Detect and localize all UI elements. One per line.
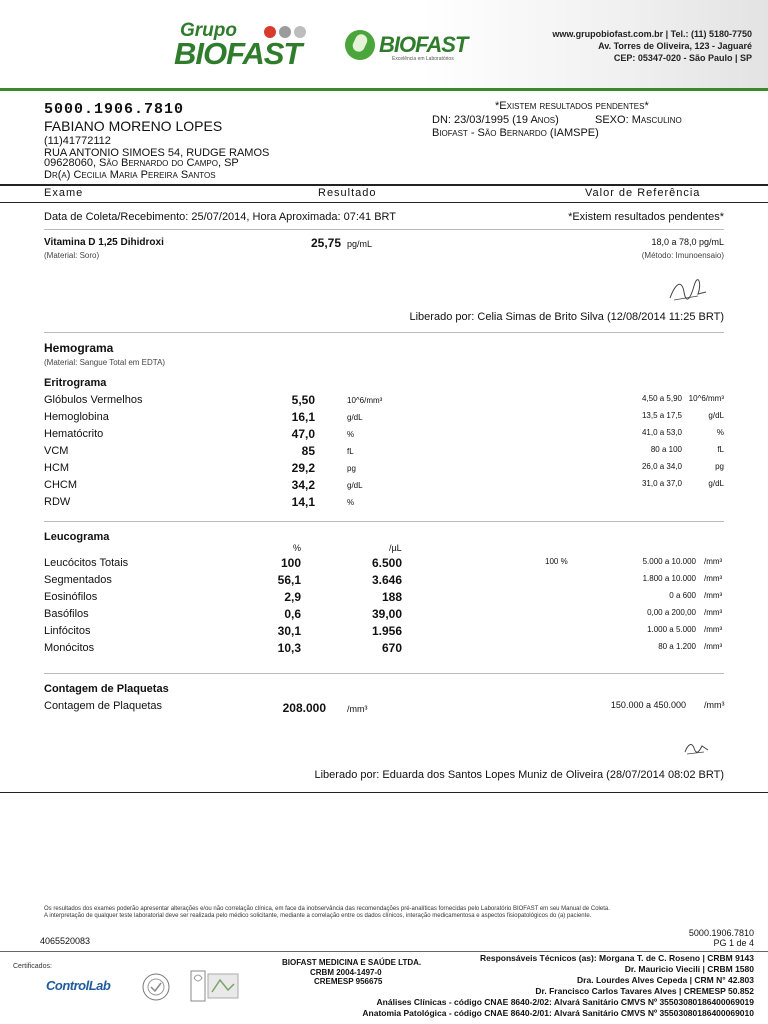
eritro-row-value: 85	[301, 444, 315, 458]
eritro-row-reference: 41,0 a 53,0	[641, 428, 682, 437]
leuco-row-name: Segmentados	[44, 574, 112, 586]
leuco-row-absolute: 3.646	[371, 573, 402, 587]
responsible-line-4: Dr. Francisco Carlos Tavares Alves | CREMESP 50.852	[535, 986, 754, 996]
eritro-row-reference-unit: fL	[717, 445, 724, 454]
responsible-line-1: Responsáveis Técnicos (as): Morgana T. de C. Roseno | CRBM 9143	[480, 953, 754, 963]
leuco-row-name: Monócitos	[44, 642, 95, 654]
responsible-line-3: Dra. Lourdes Alves Cepeda | CRM N° 42.803	[577, 975, 754, 985]
eritro-row-unit: fL	[347, 447, 354, 456]
eritro-row-name: HCM	[44, 462, 70, 474]
leuco-row-percent: 56,1	[277, 573, 301, 587]
patient-name: FABIANO MORENO LOPES	[44, 118, 223, 134]
responsible-line-2: Dr. Mauricio Viecili | CRBM 1580	[624, 964, 754, 974]
eritro-row-unit: %	[347, 430, 355, 439]
leuco-row-reference: 5.000 a 10.000	[642, 557, 696, 566]
leuco-row-reference-unit: /mm³	[704, 591, 723, 600]
eritro-row-unit: g/dL	[347, 481, 363, 490]
eritro-row-value: 47,0	[291, 427, 315, 441]
eritro-row-unit: %	[347, 498, 355, 507]
eritro-row-reference: 4,50 a 5,90	[641, 394, 682, 403]
eritro-row-name: RDW	[44, 496, 71, 508]
collection-date: Data de Coleta/Recebimento: 25/07/2014, Hora Aproximada: 07:41 BRT	[44, 211, 397, 223]
eritro-row-name: Hemoglobina	[44, 411, 109, 423]
eritro-row-reference-unit: 10^6/mm³	[688, 394, 724, 403]
birth-date	[432, 114, 559, 126]
columns-top-rule	[0, 184, 768, 186]
contact-website-phone: www.grupobiofast.com.br | Tel.: (11) 5180-7750	[552, 29, 752, 39]
leuco-row-absolute: 1.956	[371, 624, 402, 638]
leuco-row-name: Leucócitos Totais	[44, 557, 129, 569]
leuco-row-absolute: 188	[381, 590, 402, 604]
group-logo-brand: BIOFAST	[174, 36, 302, 71]
vitd-reference: 18,0 a 78,0 pg/mL	[651, 237, 724, 247]
leuco-row-reference: 80 a 1.200	[658, 642, 696, 651]
company-crbm: CRBM 2004-1497-0	[310, 968, 382, 977]
collection-pending: *Existem resultados pendentes*	[568, 211, 724, 223]
cnae-line-1: Análises Clínicas - código CNAE 8640-2/02: Alvará Sanitário CMVS Nº 355030801864000​69019	[376, 997, 754, 1007]
leuco-row-percent: 2,9	[284, 590, 301, 604]
leuco-row-reference-unit: /mm³	[704, 574, 723, 583]
eritro-row-unit: 10^6/mm³	[347, 396, 383, 405]
eritro-row-unit: g/dL	[347, 413, 363, 422]
eritro-row-value: 14,1	[291, 495, 315, 509]
eritro-row-reference-unit: %	[716, 428, 724, 437]
disclaimer-line-1: Os resultados dos exames poderão apresentar alterações e/ou não correlação clínica, em face da inobservância das recomendações pré-analíticas fornecidas pelo Laboratório BIOFAST em seu Manual de Coleta.	[44, 906, 610, 912]
vitd-divider	[44, 332, 724, 333]
eritro-row-value: 16,1	[291, 410, 315, 424]
leuco-row-absolute: 39,00	[371, 607, 402, 621]
eritro-row-reference-unit: g/dL	[708, 411, 724, 420]
patient-phone: (11)41772112	[44, 135, 111, 147]
hemograma-material: (Material: Sangue Total em EDTA)	[44, 358, 166, 367]
leuco-row-percent: 10,3	[277, 641, 301, 655]
eritro-row-reference: 13,5 a 17,5	[641, 411, 682, 420]
eritro-row-name: Hematócrito	[44, 428, 104, 440]
leuco-row-percent-reference: 100 %	[545, 557, 568, 566]
plaquetas-reference-unit: /mm³	[704, 700, 725, 710]
leuco-divider	[44, 673, 724, 674]
plaquetas-reference: 150.000 a 450.000	[610, 700, 686, 710]
leuco-row-reference-unit: /mm³	[704, 625, 723, 634]
vitd-signature-icon	[668, 278, 708, 304]
leuco-row-reference: 1.000 a 5.000	[647, 625, 696, 634]
eritro-row-unit: pg	[347, 464, 356, 473]
page-number: PG 1 de 4	[713, 938, 754, 948]
certificates-label: Certificados:	[13, 963, 52, 970]
leuco-row-percent: 0,6	[284, 607, 301, 621]
plaquetas-value: 208.000	[282, 701, 326, 715]
hemograma-title: Hemograma	[44, 341, 114, 355]
leuco-row-reference-unit: /mm³	[704, 642, 723, 651]
certificate-seal-icon	[141, 972, 171, 1002]
hemograma-released: Liberado por: Eduarda dos Santos Lopes Muniz de Oliveira (28/07/2014 08:02 BRT)	[314, 769, 724, 781]
vitd-name: Vitamina D 1,25 Dihidroxi	[44, 237, 164, 248]
eritro-row-reference: 31,0 a 37,0	[641, 479, 682, 488]
vitd-value: 25,75	[310, 236, 341, 250]
leuco-row-absolute: 6.500	[371, 556, 402, 570]
patient-doctor: Dr(a) Cecilia Maria Pereira Santos	[44, 169, 216, 181]
collection-divider	[44, 229, 724, 230]
eritro-row-reference: 80 a 100	[650, 445, 682, 454]
column-exam: Exame	[44, 187, 84, 199]
accreditation-logo-icon	[190, 970, 240, 1002]
leuco-row-percent: 100	[280, 556, 301, 570]
leuco-row-reference: 0 a 600	[669, 591, 696, 600]
eritro-row-value: 29,2	[291, 461, 315, 475]
sex	[595, 114, 682, 126]
results-bottom-rule	[0, 792, 768, 793]
leuco-row-reference-unit: /mm³	[704, 608, 723, 617]
barcode-number: 4065520083	[40, 936, 91, 946]
vitd-released: Liberado por: Celia Simas de Brito Silva (12/08/2014 11:25 BRT)	[409, 311, 724, 323]
biofast-logo-text: BIOFAST	[379, 32, 468, 57]
plaquetas-title: Contagem de Plaquetas	[44, 683, 169, 695]
report-id: 5000.1906.7810	[688, 928, 754, 938]
company-cremesp: CREMESP 956675	[314, 977, 383, 986]
leuco-row-reference: 0,00 a 200,00	[647, 608, 696, 617]
eritro-row-value: 34,2	[291, 478, 315, 492]
leuco-row-name: Basófilos	[44, 608, 89, 620]
group-logo-small: Grupo	[180, 20, 237, 41]
leuco-row-reference: 1.800 a 10.000	[642, 574, 696, 583]
patient-city: 09628060, São Bernardo do Campo, SP	[44, 157, 239, 169]
eritro-row-reference: 26,0 a 34,0	[641, 462, 682, 471]
contact-cep: CEP: 05347-020 - São Paulo | SP	[613, 53, 752, 63]
leuco-col-pct: %	[293, 543, 302, 553]
vitd-unit: pg/mL	[347, 239, 373, 249]
birth-date-value: 23/03/1995 (19 Anos)	[454, 114, 559, 126]
leucograma-title: Leucograma	[44, 531, 110, 543]
contact-address: Av. Torres de Oliveira, 123 - Jaguaré	[598, 41, 752, 51]
eritro-row-reference-unit: pg	[715, 462, 724, 471]
eritro-divider	[44, 521, 724, 522]
column-result: Resultado	[318, 187, 377, 199]
leuco-row-absolute: 670	[381, 641, 402, 655]
eritro-row-reference-unit: g/dL	[708, 479, 724, 488]
plaquetas-name: Contagem de Plaquetas	[44, 700, 163, 712]
vitd-method: (Método: Imunoensaio)	[641, 251, 724, 260]
cnae-line-2: Anatomia Patológica - código CNAE 8640-2/01: Alvará Sanitário CMVS Nº 355030801864000​69010	[362, 1008, 754, 1018]
birth-date-label: DN:	[432, 114, 451, 126]
leuco-row-name: Eosinófilos	[44, 591, 98, 603]
eritro-row-name: CHCM	[44, 479, 77, 491]
eritro-row-name: Glóbulos Vermelhos	[44, 394, 143, 406]
biofast-tagline: Excelência em Laboratórios	[392, 56, 454, 62]
sex-value: Masculino	[631, 114, 682, 126]
columns-bottom-rule	[0, 202, 768, 203]
plaquetas-unit: /mm³	[347, 704, 368, 714]
eritrograma-title: Eritrograma	[44, 377, 107, 389]
leuco-row-reference-unit: /mm³	[704, 557, 723, 566]
hemograma-signature-icon	[682, 738, 710, 758]
footer-rule	[0, 951, 768, 952]
column-reference: Valor de Referência	[585, 187, 701, 199]
sex-label: SEXO:	[595, 114, 629, 126]
patient-street: RUA ANTONIO SIMOES 54, RUDGE RAMOS	[44, 147, 270, 159]
leuco-row-percent: 30,1	[277, 624, 301, 638]
leuco-row-name: Linfócitos	[44, 625, 91, 637]
company-name: BIOFAST MEDICINA E SAÚDE LTDA.	[282, 958, 422, 967]
patient-id: 5000.1906.7810	[44, 101, 185, 118]
header-divider	[0, 88, 768, 91]
eritro-row-value: 5,50	[291, 393, 315, 407]
biofast-leaf-icon	[345, 30, 375, 60]
disclaimer-line-2: A interpretação de qualquer teste laboratorial deve ser realizada pelo médico solicitante, mediante a correlação entre os dados clínicos, interação medicamentosa e aspectos fisiopatológicos do (a) paciente.	[44, 913, 592, 919]
controllab-logo: ControlLab	[46, 978, 111, 993]
eritro-row-name: VCM	[44, 445, 69, 457]
leuco-col-abs: /µL	[389, 543, 402, 553]
collection-unit: Biofast - São Bernardo (IAMSPE)	[432, 127, 599, 139]
vitd-material: (Material: Soro)	[44, 251, 100, 260]
pending-results-note: *Existem resultados pendentes*	[495, 100, 649, 112]
